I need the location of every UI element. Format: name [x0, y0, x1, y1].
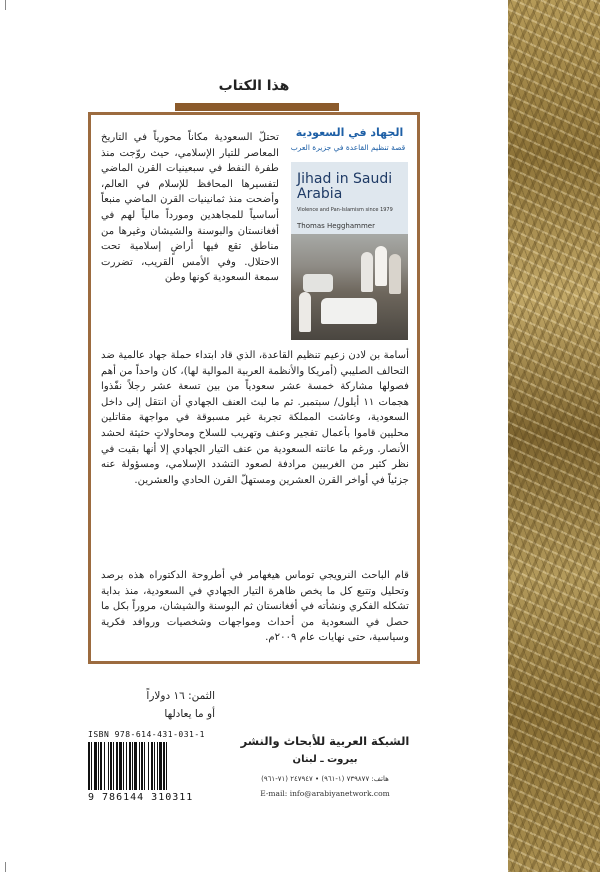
publisher-email: E-mail: info@arabiyanetwork.com	[260, 789, 390, 798]
publisher-city: بيروت ـ لبنان	[292, 754, 358, 765]
isbn-barcode	[88, 742, 210, 790]
publisher-name: الشبكة العربية للأبحاث والنشر	[240, 734, 410, 748]
cover-photo-car	[321, 298, 377, 324]
book-cover-image	[291, 162, 408, 340]
heading-accent-bar	[175, 103, 339, 111]
publisher-phone: هاتف: ٧٣٩٨٧٧ (١-٩٦١) • ٢٤٧٩٤٧ (٧١-٩٦١)	[261, 775, 389, 783]
cover-english-title: Jihad in Saudi Arabia	[297, 171, 393, 202]
crop-mark	[5, 862, 6, 872]
isbn-label: ISBN 978-614-431-031-1	[88, 730, 205, 739]
crop-mark	[5, 0, 6, 10]
description-paragraph-1-continued: أسامة بن لادن زعيم تنظيم القاعدة، الذي قاد ابتداء حملة جهاد عالمية ضد التحالف الصليبي (أمريكا والأنظمة العربية الموالية لها)، كان واحداً من أهم فصولها مشاركة خمسة عشر سعودياً من بين تسعة عشر رجلاً نفّذوا هجمات ١١ أيلول/ سبتمبر. ثم ما لبث العنف الجهادي أن انتقل إلى داخل السعودية، وعاشت المملكة تجربة غير مسبوقة في مواجهة مقاتلين محليين قاموا بأعمال تفجير وعنف وتهريب للسلاح ومحاولاتٍ حثيثة لحشد الأنصار. ورغم ما عانته السعودية من عنف التيار الجهادي إلا أنها بقيت في نظر كثير من الغربيين مرادفة لصعود التشدد الإسلامي، ومسؤولة عنه جزئياً في أواخر القرن العشرين ومستهلّ القرن الحادي والعشرين.	[101, 350, 410, 486]
decorative-texture-strip	[508, 0, 600, 872]
cover-photo-figure	[375, 246, 387, 286]
barcode-bar	[167, 742, 169, 790]
price-label: الثمن: ١٦ دولاراً	[146, 690, 215, 702]
cover-photo-figure	[361, 252, 373, 292]
cover-english-subtitle: Violence and Pan-Islamism since 1979	[297, 207, 393, 213]
cover-photo-vehicle	[303, 274, 333, 292]
cover-photo-figure	[389, 254, 401, 294]
barcode-digits: 9 786144 310311	[88, 792, 194, 803]
description-paragraph-2: قام الباحث النرويجي توماس هيغهامر في أطروحة الدكتوراه هذه برصد وتحليل وتتبع كل ما يخص ظاهرة التيار الجهادي في السعودية، منذ بداية تشكله الفكري ونشأته في أفغانستان ثم البوسنة والشيشان، مروراً بكل ما حصل في السعودية من أحداث ومواجهات وشخصيات وروافد فكرية وسياسية، حتى نهايات عام ٢٠٠٩م.	[101, 570, 409, 644]
cover-photo-figure	[299, 292, 311, 332]
cover-author: Thomas Hegghammer	[297, 222, 375, 230]
description-paragraph-1: تحتلّ السعودية مكاناً محورياً في التاريخ المعاصر للتيار الإسلامي، حيث روّجت منذ طفرة النفط في سبعينيات القرن الماضي لتفسيرها المحافظ للإسلام في العالم، وأضحت منذ ثمانينيات القرن الماضي منبعاً أساسياً للمجاهدين ومورداً مالياً لهم في أفغانستان والبوسنة والشيشان وغيرها من مناطق تقع فيها أراضٍ إسلامية تحت الاحتلال. وفي الأمس القريب، تضررت سمعة السعودية كونها وطن	[101, 132, 279, 284]
section-heading: هذا الكتاب	[218, 78, 290, 94]
cover-arabic-subtitle: قصة تنظيم القاعدة في جزيرة العرب	[290, 143, 406, 152]
price-equivalent: أو ما يعادلها	[164, 708, 215, 720]
cover-photo	[291, 234, 408, 340]
cover-arabic-title: الجهاد في السعودية	[295, 126, 404, 139]
